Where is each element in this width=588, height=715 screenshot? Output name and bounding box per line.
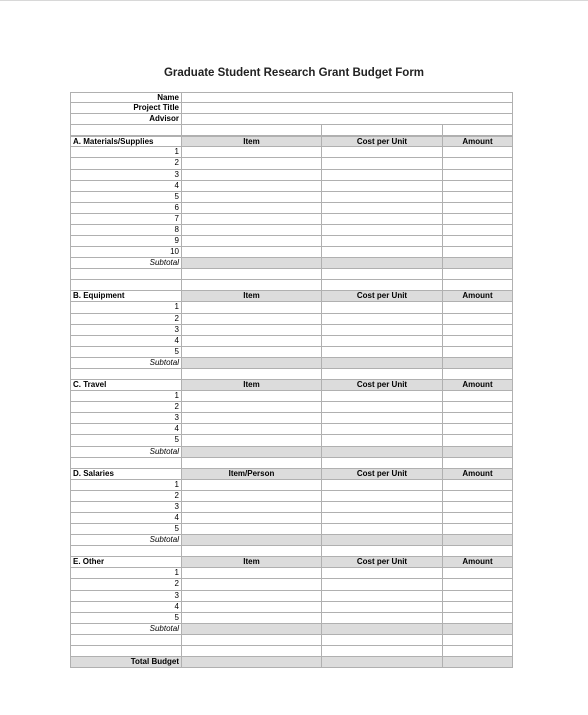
amount-field[interactable]	[442, 391, 513, 401]
section-header-salaries	[70, 469, 513, 480]
amount-field[interactable]	[442, 413, 513, 423]
line-number: 1	[70, 480, 181, 490]
column-header-item: Item	[181, 137, 321, 146]
item-field[interactable]	[181, 325, 321, 335]
line-number: 2	[70, 158, 181, 168]
amount-field[interactable]	[442, 225, 513, 235]
subtotal-item-cell	[181, 258, 321, 268]
item-field[interactable]	[181, 391, 321, 401]
subtotal-label: Subtotal	[70, 535, 181, 545]
column-header-item: Item/Person	[181, 469, 321, 479]
table-row	[70, 147, 513, 158]
subtotal-row-other	[70, 624, 513, 635]
column-header-item: Item	[181, 557, 321, 567]
column-header-cost: Cost per Unit	[321, 380, 442, 390]
cost-per-unit-field[interactable]	[321, 480, 442, 490]
item-field[interactable]	[181, 203, 321, 213]
line-number: 4	[70, 602, 181, 612]
table-row	[70, 325, 513, 336]
table-row	[70, 391, 513, 402]
table-row	[70, 502, 513, 513]
subtotal-cost-cell	[321, 447, 442, 457]
amount-field[interactable]	[442, 491, 513, 501]
cost-per-unit-field[interactable]	[321, 314, 442, 324]
cost-per-unit-field[interactable]	[321, 591, 442, 601]
spacer-cell	[70, 646, 181, 656]
item-field[interactable]	[181, 513, 321, 523]
project-title-field[interactable]	[181, 103, 513, 113]
subtotal-item-cell	[181, 535, 321, 545]
info-label: Advisor	[70, 114, 181, 124]
item-field[interactable]	[181, 181, 321, 191]
spacer-row	[70, 269, 513, 280]
spacer-cell	[442, 546, 513, 556]
item-field[interactable]	[181, 491, 321, 501]
column-header-cost: Cost per Unit	[321, 469, 442, 479]
line-number: 1	[70, 147, 181, 157]
amount-field[interactable]	[442, 568, 513, 578]
cost-per-unit-field[interactable]	[321, 391, 442, 401]
table-row	[70, 302, 513, 313]
spacer-cell	[181, 280, 321, 290]
cost-per-unit-field[interactable]	[321, 491, 442, 501]
amount-field[interactable]	[442, 480, 513, 490]
item-field[interactable]	[181, 568, 321, 578]
cost-per-unit-field[interactable]	[321, 147, 442, 157]
spacer-cell	[70, 369, 181, 379]
cost-per-unit-field[interactable]	[321, 524, 442, 534]
table-row	[70, 402, 513, 413]
spacer-cell	[321, 269, 442, 279]
subtotal-amount-field[interactable]	[442, 624, 513, 634]
section-label: E. Other	[70, 557, 181, 567]
spacer-cell	[442, 458, 513, 468]
column-header-amount: Amount	[442, 557, 513, 567]
cost-per-unit-field[interactable]	[321, 203, 442, 213]
line-number: 1	[70, 302, 181, 312]
item-field[interactable]	[181, 336, 321, 346]
amount-field[interactable]	[442, 192, 513, 202]
table-row	[70, 435, 513, 446]
amount-field[interactable]	[442, 513, 513, 523]
spacer-cell	[442, 280, 513, 290]
line-number: 6	[70, 203, 181, 213]
subtotal-amount-field[interactable]	[442, 535, 513, 545]
spacer-cell	[442, 269, 513, 279]
column-header-amount: Amount	[442, 469, 513, 479]
cost-per-unit-field[interactable]	[321, 613, 442, 623]
table-row	[70, 568, 513, 579]
amount-field[interactable]	[442, 314, 513, 324]
line-number: 3	[70, 591, 181, 601]
amount-field[interactable]	[442, 402, 513, 412]
name-field[interactable]	[181, 93, 513, 102]
spacer-cell	[70, 635, 181, 645]
line-number: 1	[70, 568, 181, 578]
amount-field[interactable]	[442, 325, 513, 335]
subtotal-row-salaries	[70, 535, 513, 546]
spacer-cell	[181, 635, 321, 645]
subtotal-label: Subtotal	[70, 624, 181, 634]
spacer-cell	[70, 280, 181, 290]
table-row	[70, 170, 513, 181]
section-label: D. Salaries	[70, 469, 181, 479]
item-field[interactable]	[181, 613, 321, 623]
item-field[interactable]	[181, 524, 321, 534]
section-label: A. Materials/Supplies	[70, 137, 181, 146]
subtotal-amount-field[interactable]	[442, 447, 513, 457]
item-field[interactable]	[181, 402, 321, 412]
table-row	[70, 613, 513, 624]
line-number: 4	[70, 336, 181, 346]
spacer-row	[70, 546, 513, 557]
column-header-amount: Amount	[442, 137, 513, 146]
info-row-name	[70, 92, 513, 103]
table-row	[70, 336, 513, 347]
amount-field[interactable]	[442, 158, 513, 168]
amount-field[interactable]	[442, 236, 513, 246]
line-number: 8	[70, 225, 181, 235]
cost-per-unit-field[interactable]	[321, 225, 442, 235]
subtotal-cost-cell	[321, 258, 442, 268]
line-number: 5	[70, 435, 181, 445]
amount-field[interactable]	[442, 613, 513, 623]
table-row	[70, 413, 513, 424]
spacer-row	[70, 646, 513, 657]
spacer-cell	[181, 546, 321, 556]
subtotal-cost-cell	[321, 535, 442, 545]
spacer-cell	[321, 635, 442, 645]
cost-per-unit-field[interactable]	[321, 347, 442, 357]
item-field[interactable]	[181, 170, 321, 180]
table-row	[70, 513, 513, 524]
line-number: 4	[70, 181, 181, 191]
cost-per-unit-field[interactable]	[321, 435, 442, 445]
table-row	[70, 236, 513, 247]
subtotal-amount-field[interactable]	[442, 358, 513, 368]
spacer-cell	[442, 646, 513, 656]
table-row	[70, 347, 513, 358]
amount-field[interactable]	[442, 502, 513, 512]
item-field[interactable]	[181, 591, 321, 601]
spacer-cell	[442, 125, 513, 135]
spacer-cell	[442, 635, 513, 645]
spacer-row	[70, 280, 513, 291]
table-row	[70, 314, 513, 325]
column-header-amount: Amount	[442, 380, 513, 390]
item-field[interactable]	[181, 602, 321, 612]
spacer-cell	[321, 458, 442, 468]
line-number: 3	[70, 170, 181, 180]
form-title: Graduate Student Research Grant Budget Form	[163, 67, 425, 79]
table-row	[70, 247, 513, 258]
table-row	[70, 602, 513, 613]
item-field[interactable]	[181, 247, 321, 257]
line-number: 1	[70, 391, 181, 401]
amount-field[interactable]	[442, 424, 513, 434]
table-row	[70, 158, 513, 169]
cost-per-unit-field[interactable]	[321, 325, 442, 335]
subtotal-cost-cell	[321, 624, 442, 634]
total-budget-label: Total Budget	[70, 657, 181, 667]
info-row-project-title	[70, 103, 513, 114]
budget-form-table	[70, 92, 513, 668]
cost-per-unit-field[interactable]	[321, 336, 442, 346]
item-field[interactable]	[181, 579, 321, 589]
spacer-cell	[321, 369, 442, 379]
column-header-cost: Cost per Unit	[321, 291, 442, 301]
subtotal-row-materials	[70, 258, 513, 269]
spacer-cell	[321, 280, 442, 290]
table-row	[70, 214, 513, 225]
amount-field[interactable]	[442, 247, 513, 257]
section-header-travel	[70, 380, 513, 391]
amount-field[interactable]	[442, 602, 513, 612]
spacer-row	[70, 635, 513, 646]
spacer-cell	[321, 125, 442, 135]
amount-field[interactable]	[442, 336, 513, 346]
spacer-cell	[181, 269, 321, 279]
subtotal-item-cell	[181, 447, 321, 457]
line-number: 9	[70, 236, 181, 246]
spacer-cell	[181, 458, 321, 468]
subtotal-label: Subtotal	[70, 447, 181, 457]
cost-per-unit-field[interactable]	[321, 402, 442, 412]
item-field[interactable]	[181, 236, 321, 246]
section-header-materials	[70, 136, 513, 147]
section-label: C. Travel	[70, 380, 181, 390]
line-number: 2	[70, 314, 181, 324]
item-field[interactable]	[181, 147, 321, 157]
line-number: 3	[70, 502, 181, 512]
total-amount-field[interactable]	[442, 657, 513, 667]
cost-per-unit-field[interactable]	[321, 236, 442, 246]
cost-per-unit-field[interactable]	[321, 158, 442, 168]
cost-per-unit-field[interactable]	[321, 602, 442, 612]
amount-field[interactable]	[442, 147, 513, 157]
info-row-advisor	[70, 114, 513, 125]
amount-field[interactable]	[442, 579, 513, 589]
subtotal-item-cell	[181, 624, 321, 634]
item-field[interactable]	[181, 413, 321, 423]
amount-field[interactable]	[442, 203, 513, 213]
amount-field[interactable]	[442, 170, 513, 180]
subtotal-cost-cell	[321, 358, 442, 368]
cost-per-unit-field[interactable]	[321, 513, 442, 523]
line-number: 5	[70, 347, 181, 357]
subtotal-row-travel	[70, 447, 513, 458]
spacer-cell	[181, 125, 321, 135]
cost-per-unit-field[interactable]	[321, 424, 442, 434]
total-cost-cell	[321, 657, 442, 667]
column-header-item: Item	[181, 291, 321, 301]
cost-per-unit-field[interactable]	[321, 302, 442, 312]
spacer-cell	[70, 546, 181, 556]
total-budget-row	[70, 657, 513, 668]
amount-field[interactable]	[442, 181, 513, 191]
item-field[interactable]	[181, 424, 321, 434]
amount-field[interactable]	[442, 347, 513, 357]
spacer-row	[70, 125, 513, 136]
subtotal-row-equipment	[70, 358, 513, 369]
amount-field[interactable]	[442, 524, 513, 534]
column-header-amount: Amount	[442, 291, 513, 301]
item-field[interactable]	[181, 158, 321, 168]
line-number: 3	[70, 413, 181, 423]
item-field[interactable]	[181, 480, 321, 490]
spacer-cell	[321, 646, 442, 656]
item-field[interactable]	[181, 502, 321, 512]
table-row	[70, 480, 513, 491]
spacer-cell	[181, 646, 321, 656]
item-field[interactable]	[181, 435, 321, 445]
line-number: 4	[70, 424, 181, 434]
table-row	[70, 424, 513, 435]
cost-per-unit-field[interactable]	[321, 170, 442, 180]
cost-per-unit-field[interactable]	[321, 579, 442, 589]
item-field[interactable]	[181, 347, 321, 357]
cost-per-unit-field[interactable]	[321, 181, 442, 191]
table-row	[70, 203, 513, 214]
item-field[interactable]	[181, 225, 321, 235]
cost-per-unit-field[interactable]	[321, 247, 442, 257]
table-row	[70, 225, 513, 236]
line-number: 5	[70, 613, 181, 623]
cost-per-unit-field[interactable]	[321, 502, 442, 512]
table-row	[70, 579, 513, 590]
line-number: 7	[70, 214, 181, 224]
budget-sections	[70, 136, 513, 657]
item-field[interactable]	[181, 314, 321, 324]
spacer-cell	[181, 369, 321, 379]
table-row	[70, 524, 513, 535]
column-header-item: Item	[181, 380, 321, 390]
line-number: 3	[70, 325, 181, 335]
column-header-cost: Cost per Unit	[321, 557, 442, 567]
cost-per-unit-field[interactable]	[321, 192, 442, 202]
subtotal-amount-field[interactable]	[442, 258, 513, 268]
item-field[interactable]	[181, 214, 321, 224]
info-label: Project Title	[70, 103, 181, 113]
line-number: 2	[70, 402, 181, 412]
line-number: 10	[70, 247, 181, 257]
line-number: 5	[70, 524, 181, 534]
item-field[interactable]	[181, 192, 321, 202]
amount-field[interactable]	[442, 591, 513, 601]
spacer-cell	[70, 125, 181, 135]
subtotal-label: Subtotal	[70, 358, 181, 368]
line-number: 5	[70, 192, 181, 202]
table-row	[70, 181, 513, 192]
section-header-equipment	[70, 291, 513, 302]
info-label: Name	[70, 93, 181, 102]
spacer-row	[70, 369, 513, 380]
table-row	[70, 591, 513, 602]
spacer-cell	[442, 369, 513, 379]
column-header-cost: Cost per Unit	[321, 137, 442, 146]
table-row	[70, 491, 513, 502]
line-number: 2	[70, 579, 181, 589]
cost-per-unit-field[interactable]	[321, 214, 442, 224]
section-label: B. Equipment	[70, 291, 181, 301]
total-item-cell	[181, 657, 321, 667]
amount-field[interactable]	[442, 435, 513, 445]
spacer-row	[70, 458, 513, 469]
section-header-other	[70, 557, 513, 568]
amount-field[interactable]	[442, 214, 513, 224]
spacer-cell	[70, 458, 181, 468]
item-field[interactable]	[181, 302, 321, 312]
subtotal-item-cell	[181, 358, 321, 368]
spacer-cell	[321, 546, 442, 556]
cost-per-unit-field[interactable]	[321, 568, 442, 578]
advisor-field[interactable]	[181, 114, 513, 124]
line-number: 4	[70, 513, 181, 523]
line-number: 2	[70, 491, 181, 501]
cost-per-unit-field[interactable]	[321, 413, 442, 423]
subtotal-label: Subtotal	[70, 258, 181, 268]
spacer-cell	[70, 269, 181, 279]
amount-field[interactable]	[442, 302, 513, 312]
table-row	[70, 192, 513, 203]
